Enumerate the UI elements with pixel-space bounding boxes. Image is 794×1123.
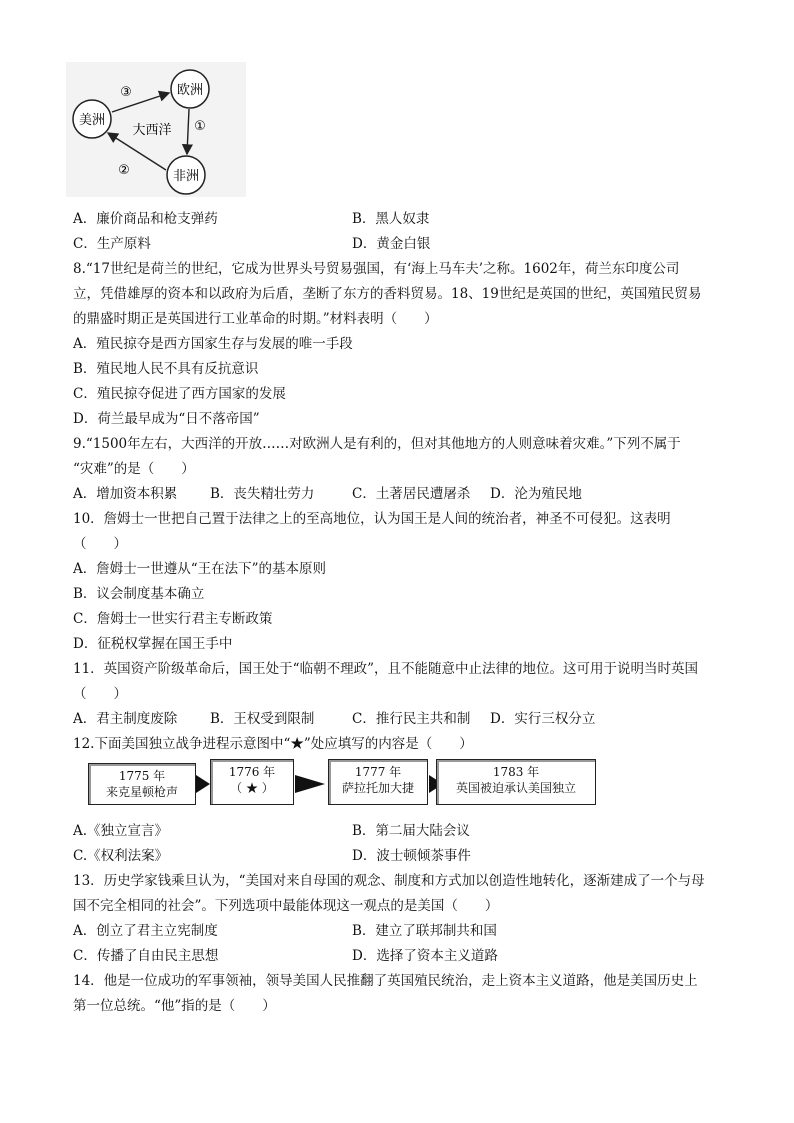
- q13-stem-line-1: 13．历史学家钱乘旦认为，“美国对来自母国的观念、制度和方式加以创造性地转化，逐渐建成了一个与母: [73, 873, 705, 889]
- timeline-event: 来克星顿枪声: [105, 785, 178, 799]
- timeline-event: 英国被迫承认美国独立: [455, 781, 576, 795]
- node-europe-label: 欧洲: [176, 83, 204, 98]
- q13-option-a: A．创立了君主立宪制度: [73, 923, 218, 939]
- route-marker-3: ③: [120, 85, 132, 100]
- independence-war-timeline: [82, 759, 682, 811]
- q11-stem-line-2: （ ）: [73, 686, 127, 702]
- q11-option-c: C．推行民主共和制: [352, 711, 471, 727]
- q11-option-d: D．实行三权分立: [490, 711, 596, 727]
- q9-option-a: A．增加资本积累: [73, 486, 178, 502]
- timeline-box-1775: [88, 763, 196, 805]
- q10-stem-line-2: （ ）: [73, 536, 127, 552]
- q7-option-d: D．黄金白银: [352, 236, 431, 252]
- route-marker-2: ②: [118, 163, 130, 178]
- q8-option-d: D．荷兰最早成为“日不落帝国”: [73, 411, 260, 427]
- route-marker-1: ①: [194, 119, 206, 134]
- timeline-event: （ ★ ）: [230, 781, 274, 795]
- q9-option-d: D．沦为殖民地: [490, 486, 582, 502]
- q8-stem-line-2: 立，凭借雄厚的资本和以政府为后盾，垄断了东方的香料贸易。18、19世纪是英国的世纪，英国殖民贸易: [73, 286, 702, 302]
- q11-stem-line-1: 11．英国资产阶级革命后，国王处于“临朝不理政”，且不能随意中止法律的地位。这可用于说明当时英国: [73, 661, 698, 677]
- q9-stem-line-1: 9.“1500年左右，大西洋的开放……对欧洲人是有利的，但对其他地方的人则意味着灾难。”下列不属于: [73, 436, 681, 452]
- q13-option-b: B．建立了联邦制共和国: [352, 923, 497, 939]
- q10-option-d: D．征税权掌握在国王手中: [73, 636, 233, 652]
- q13-option-d: D．选择了资本主义道路: [352, 948, 498, 964]
- q14-stem-line-1: 14．他是一位成功的军事领袖，领导美国人民推翻了英国殖民统治，走上资本主义道路，他是美国历史上: [73, 973, 698, 989]
- q12-option-a: A.《独立宣言》: [73, 823, 169, 839]
- timeline-box-1783: [436, 759, 596, 805]
- q10-option-b: B．议会制度基本确立: [73, 586, 205, 602]
- timeline-arrow: [196, 775, 210, 793]
- q8-option-a: A．殖民掠夺是西方国家生存与发展的唯一手段: [73, 336, 353, 352]
- q7-option-b: B．黑人奴隶: [352, 211, 430, 227]
- q8-stem-line-1: 8.“17世纪是荷兰的世纪，它成为世界头号贸易强国，有‘海上马车夫’之称。1602年，荷兰东印度公司: [73, 261, 680, 277]
- timeline-year: 1783 年: [492, 765, 540, 779]
- q8-stem-line-3: 的鼎盛时期正是英国进行工业革命的时期。”材料表明（ ）: [73, 311, 438, 327]
- q12-option-b: B．第二届大陆会议: [352, 823, 470, 839]
- triangle-trade-diagram: [66, 62, 246, 197]
- q8-option-c: C．殖民掠夺促进了西方国家的发展: [73, 386, 286, 402]
- timeline-year: 1775 年: [118, 769, 166, 783]
- q10-stem-line-1: 10．詹姆士一世把自己置于法律之上的至高地位，认为国王是人间的统治者，神圣不可侵犯。这表明: [73, 511, 671, 527]
- q12-stem: 12.下面美国独立战争进程示意图中“★”处应填写的内容是（ ）: [73, 736, 473, 752]
- timeline-box-1776: [210, 759, 294, 805]
- node-americas-label: 美洲: [78, 113, 106, 128]
- q12-option-d: D．波士顿倾茶事件: [352, 848, 471, 864]
- q11-option-b: B．王权受到限制: [210, 711, 315, 727]
- timeline-year: 1777 年: [354, 765, 402, 779]
- q9-option-b: B．丧失精壮劳力: [210, 486, 315, 502]
- ocean-label: 大西洋: [132, 123, 172, 138]
- timeline-arrow: [295, 775, 325, 793]
- q8-option-b: B．殖民地人民不具有反抗意识: [73, 361, 259, 377]
- q11-option-a: A．君主制度废除: [73, 711, 178, 727]
- node-africa-label: 非洲: [172, 169, 200, 184]
- q10-option-a: A．詹姆士一世遵从“王在法下”的基本原则: [73, 561, 327, 577]
- q7-option-a: A．廉价商品和枪支弹药: [73, 211, 218, 227]
- q7-option-c: C．生产原料: [73, 236, 151, 252]
- q10-option-c: C．詹姆士一世实行君主专断政策: [73, 611, 273, 627]
- timeline-box-1777: [328, 759, 428, 805]
- q13-stem-line-2: 国不完全相同的社会”。下列选项中最能体现这一观点的是美国（ ）: [73, 898, 499, 914]
- q12-option-c: C.《权利法案》: [73, 848, 169, 864]
- q9-stem-line-2: “灾难”的是（ ）: [73, 461, 195, 477]
- q13-option-c: C．传播了自由民主思想: [73, 948, 219, 964]
- timeline-year: 1776 年: [228, 765, 276, 779]
- q14-stem-line-2: 第一位总统。“他”指的是（ ）: [73, 998, 276, 1014]
- q9-option-c: C．土著居民遭屠杀: [352, 486, 471, 502]
- timeline-event: 萨拉托加大捷: [341, 781, 414, 795]
